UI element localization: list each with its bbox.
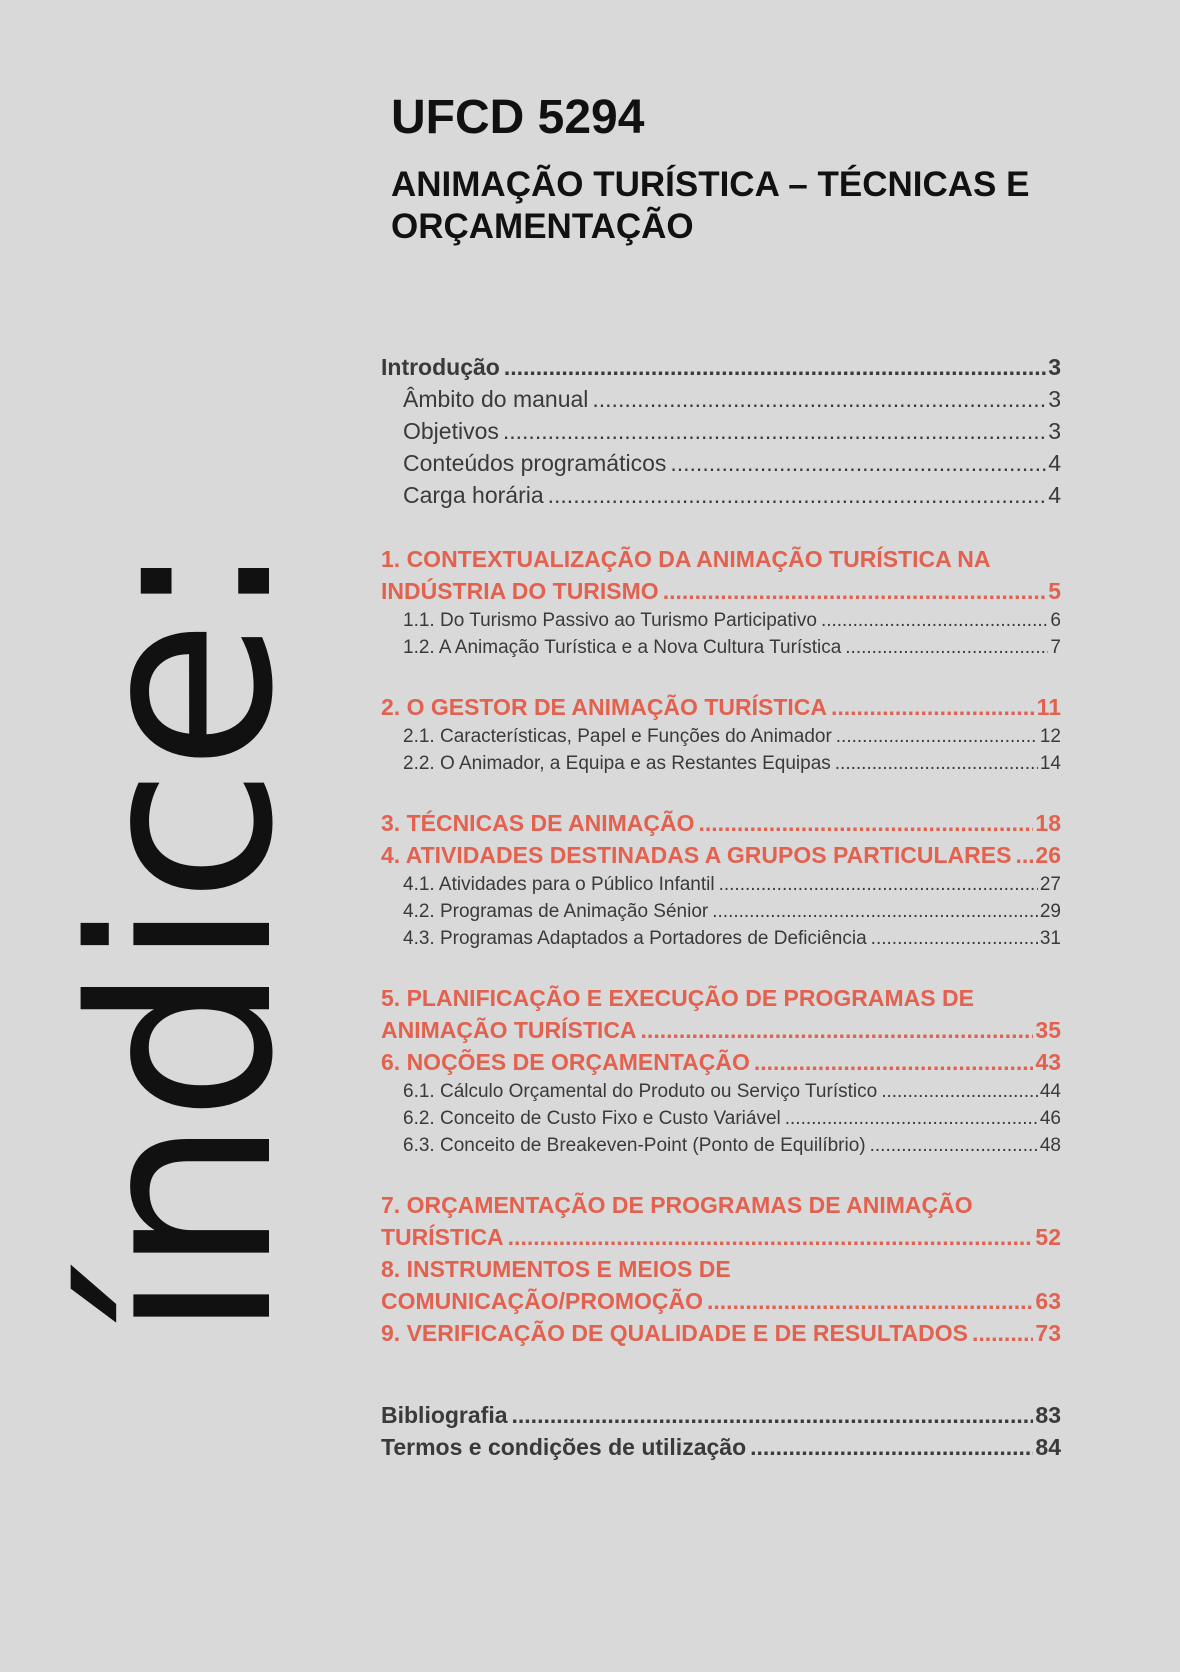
toc-chapter-label-line2: ANIMAÇÃO TURÍSTICA bbox=[381, 1017, 637, 1043]
toc-leader-dots bbox=[592, 383, 1046, 415]
toc-page-number: 3 bbox=[1048, 354, 1061, 380]
toc-leader-dots bbox=[512, 1399, 1034, 1431]
toc-chapter-label-line2: INDÚSTRIA DO TURISMO bbox=[381, 578, 659, 604]
toc-leader-dots bbox=[719, 871, 1038, 898]
toc-page-number: 14 bbox=[1039, 753, 1061, 774]
toc-page-number: 11 bbox=[1036, 694, 1061, 720]
course-code: UFCD 5294 bbox=[391, 91, 645, 144]
toc-page-number: 29 bbox=[1039, 901, 1061, 922]
toc-chapter-2[interactable] bbox=[381, 691, 1061, 723]
toc-leader-dots bbox=[641, 1014, 1034, 1046]
toc-leader-dots bbox=[504, 351, 1046, 383]
toc-section-6-2[interactable] bbox=[381, 1105, 1061, 1132]
toc-chapter-8[interactable] bbox=[381, 1253, 1061, 1317]
toc-leader-dots bbox=[707, 1285, 1033, 1317]
course-title-line1: ANIMAÇÃO TURÍSTICA – TÉCNICAS E bbox=[391, 165, 1030, 204]
index-vertical-title: índice: bbox=[40, 543, 328, 1340]
toc-section-1-2[interactable] bbox=[381, 634, 1061, 661]
toc-leader-dots bbox=[821, 607, 1048, 634]
toc-leader-dots bbox=[871, 925, 1038, 952]
toc-section-4-1[interactable] bbox=[381, 871, 1061, 898]
toc-entry-label: 4. ATIVIDADES DESTINADAS A GRUPOS PARTICULARES bbox=[381, 842, 1012, 868]
toc-chapter-label-line1: 7. ORÇAMENTAÇÃO DE PROGRAMAS DE ANIMAÇÃO bbox=[381, 1192, 973, 1218]
toc-page-number: 83 bbox=[1035, 1402, 1061, 1428]
toc-chapter-label-line1: 8. INSTRUMENTOS E MEIOS DE bbox=[381, 1256, 731, 1282]
course-title-line2: ORÇAMENTAÇÃO bbox=[391, 207, 694, 246]
toc-leader-dots bbox=[785, 1105, 1038, 1132]
toc-page-number: 35 bbox=[1035, 1017, 1061, 1043]
toc-leader-dots bbox=[835, 750, 1038, 777]
toc-entry-contents[interactable] bbox=[381, 447, 1061, 479]
toc-chapter-7[interactable] bbox=[381, 1189, 1061, 1253]
toc-leader-dots bbox=[548, 479, 1047, 511]
toc-entry-label: 2.2. O Animador, a Equipa e as Restantes Equipas bbox=[403, 753, 831, 774]
toc-page-number: 26 bbox=[1035, 842, 1061, 868]
toc-entry-label: Conteúdos programáticos bbox=[403, 450, 667, 476]
toc-chapter-label-line2: COMUNICAÇÃO/PROMOÇÃO bbox=[381, 1288, 703, 1314]
toc-entry-label: 1.2. A Animação Turística e a Nova Cultura Turística bbox=[403, 637, 842, 658]
toc-entry-label: Termos e condições de utilização bbox=[381, 1434, 747, 1460]
toc-entry-label: 4.3. Programas Adaptados a Portadores de Deficiência bbox=[403, 928, 867, 949]
toc-leader-dots bbox=[836, 723, 1038, 750]
toc-chapter-label-line2: TURÍSTICA bbox=[381, 1224, 504, 1250]
toc-leader-dots bbox=[870, 1132, 1038, 1159]
toc-leader-dots bbox=[881, 1078, 1038, 1105]
toc-page-number: 43 bbox=[1035, 1049, 1061, 1075]
toc-entry-label: Introdução bbox=[381, 354, 500, 380]
toc-section-2-2[interactable] bbox=[381, 750, 1061, 777]
toc-page-number: 48 bbox=[1039, 1135, 1061, 1156]
toc-entry-label: 6.3. Conceito de Breakeven-Point (Ponto de Equilíbrio) bbox=[403, 1135, 866, 1156]
toc-leader-dots bbox=[663, 575, 1047, 607]
toc-entry-label: 4.2. Programas de Animação Sénior bbox=[403, 901, 709, 922]
toc-leader-dots bbox=[503, 415, 1046, 447]
toc-page-number: 6 bbox=[1050, 610, 1061, 631]
toc-page-number: 3 bbox=[1048, 386, 1061, 412]
toc-chapter-label-line1: 1. CONTEXTUALIZAÇÃO DA ANIMAÇÃO TURÍSTICA NA bbox=[381, 546, 991, 572]
toc-page-number: 5 bbox=[1048, 578, 1061, 604]
table-of-contents bbox=[381, 351, 1061, 1463]
toc-page-number: 31 bbox=[1039, 928, 1061, 949]
toc-entry-label: Âmbito do manual bbox=[403, 386, 589, 412]
toc-leader-dots bbox=[699, 807, 1034, 839]
toc-page-number: 52 bbox=[1035, 1224, 1061, 1250]
toc-leader-dots bbox=[845, 634, 1048, 661]
toc-entry-label: Objetivos bbox=[403, 418, 499, 444]
toc-page-number: 4 bbox=[1048, 482, 1061, 508]
toc-page-number: 84 bbox=[1035, 1434, 1061, 1460]
toc-page-number: 46 bbox=[1039, 1108, 1061, 1129]
toc-entry-label: 6.2. Conceito de Custo Fixo e Custo Variável bbox=[403, 1108, 781, 1129]
toc-page-number: 73 bbox=[1035, 1320, 1061, 1346]
toc-chapter-label-line1: 5. PLANIFICAÇÃO E EXECUÇÃO DE PROGRAMAS DE bbox=[381, 985, 974, 1011]
toc-entry-label: 3. TÉCNICAS DE ANIMAÇÃO bbox=[381, 810, 695, 836]
toc-leader-dots bbox=[508, 1221, 1034, 1253]
toc-section-4-2[interactable] bbox=[381, 898, 1061, 925]
toc-chapter-3[interactable] bbox=[381, 807, 1061, 839]
toc-leader-dots bbox=[1015, 839, 1033, 871]
toc-chapter-9[interactable] bbox=[381, 1317, 1061, 1349]
toc-section-1-1[interactable] bbox=[381, 607, 1061, 634]
toc-leader-dots bbox=[754, 1046, 1034, 1078]
toc-leader-dots bbox=[972, 1317, 1033, 1349]
toc-page-number: 44 bbox=[1039, 1081, 1061, 1102]
toc-entry-label: Bibliografia bbox=[381, 1402, 508, 1428]
toc-page-number: 4 bbox=[1048, 450, 1061, 476]
toc-chapter-1[interactable] bbox=[381, 543, 1061, 607]
toc-entry-label: Carga horária bbox=[403, 482, 544, 508]
document-header bbox=[391, 88, 1071, 248]
toc-entry-objectives[interactable] bbox=[381, 415, 1061, 447]
toc-entry-label: 2. O GESTOR DE ANIMAÇÃO TURÍSTICA bbox=[381, 694, 827, 720]
toc-chapter-5[interactable] bbox=[381, 982, 1061, 1046]
toc-entry-label: 1.1. Do Turismo Passivo ao Turismo Participativo bbox=[403, 610, 817, 631]
toc-page-number: 27 bbox=[1039, 874, 1061, 895]
toc-entry-label: 4.1. Atividades para o Público Infantil bbox=[403, 874, 715, 895]
toc-section-2-1[interactable] bbox=[381, 723, 1061, 750]
toc-entry-bibliography[interactable] bbox=[381, 1399, 1061, 1431]
toc-entry-terms[interactable] bbox=[381, 1431, 1061, 1463]
toc-entry-label: 9. VERIFICAÇÃO DE QUALIDADE E DE RESULTADOS bbox=[381, 1320, 968, 1346]
toc-page-number: 18 bbox=[1035, 810, 1061, 836]
toc-page-number: 12 bbox=[1039, 726, 1061, 747]
toc-page-number: 7 bbox=[1050, 637, 1061, 658]
toc-entry-workload[interactable] bbox=[381, 479, 1061, 511]
toc-leader-dots bbox=[750, 1431, 1033, 1463]
toc-entry-label: 6. NOÇÕES DE ORÇAMENTAÇÃO bbox=[381, 1049, 750, 1075]
toc-section-6-1[interactable] bbox=[381, 1078, 1061, 1105]
toc-chapter-6[interactable] bbox=[381, 1046, 1061, 1078]
toc-leader-dots bbox=[712, 898, 1038, 925]
toc-entry-label: 2.1. Características, Papel e Funções do Animador bbox=[403, 726, 832, 747]
toc-leader-dots bbox=[831, 691, 1035, 723]
toc-entry-scope[interactable] bbox=[381, 383, 1061, 415]
toc-chapter-4[interactable] bbox=[381, 839, 1061, 871]
toc-page-number: 3 bbox=[1048, 418, 1061, 444]
toc-entry-label: 6.1. Cálculo Orçamental do Produto ou Serviço Turístico bbox=[403, 1081, 878, 1102]
toc-page-number: 63 bbox=[1035, 1288, 1061, 1314]
toc-section-4-3[interactable] bbox=[381, 925, 1061, 952]
toc-leader-dots bbox=[670, 447, 1046, 479]
toc-section-6-3[interactable] bbox=[381, 1132, 1061, 1159]
toc-entry-introduction[interactable] bbox=[381, 351, 1061, 383]
